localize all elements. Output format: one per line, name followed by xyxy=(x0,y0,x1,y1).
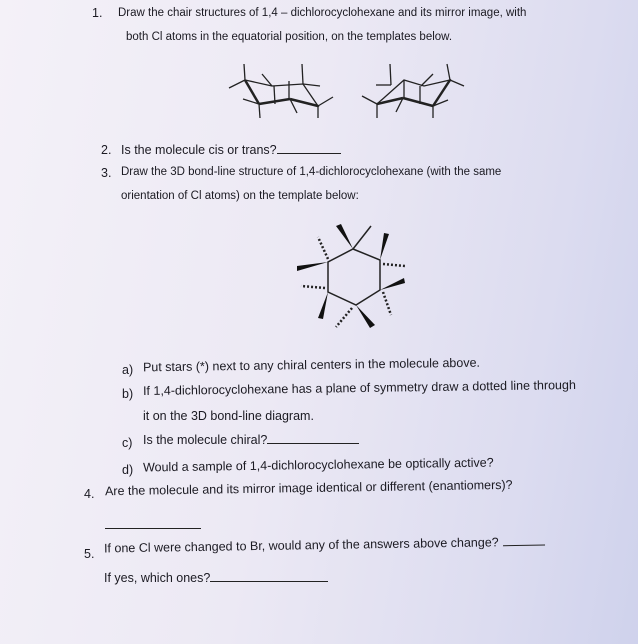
question-5-label: If one Cl were changed to Br, would any of the answers above change? xyxy=(103,535,499,556)
hexagon-template xyxy=(297,224,405,328)
question-5-number: 5. xyxy=(84,547,95,561)
question-2-text xyxy=(121,143,341,157)
question-c-label-text: Is the molecule chiral? xyxy=(143,433,268,447)
question-2-number: 2. xyxy=(101,143,112,157)
answer-blank-qc[interactable] xyxy=(267,442,359,444)
question-1-text: Draw the chair structures of 1,4 – dichlorocyclohexane and its mirror image, with xyxy=(118,7,527,19)
question-1-text-2: both Cl atoms in the equatorial position, on the templates below. xyxy=(126,31,453,43)
question-3-text: Draw the 3D bond-line structure of 1,4-dichlorocyclohexane (with the same xyxy=(121,166,502,178)
question-d-text: Would a sample of 1,4-dichlorocyclohexane be optically active? xyxy=(142,455,494,475)
question-c-text xyxy=(143,433,359,447)
question-5-text-2 xyxy=(104,571,328,585)
question-1-number: 1. xyxy=(92,6,103,20)
question-b-label: b) xyxy=(122,387,134,401)
question-3-number: 3. xyxy=(101,166,112,180)
question-b-text: If 1,4-dichlorocyclohexane has a plane of symmetry draw a dotted line through xyxy=(142,377,576,399)
answer-blank-q4[interactable] xyxy=(105,527,201,529)
question-3-text-2: orientation of Cl atoms) on the template below: xyxy=(121,190,359,202)
question-a-label: a) xyxy=(122,363,134,377)
chair-template-right xyxy=(362,64,464,118)
question-2-label: Is the molecule cis or trans? xyxy=(121,143,277,157)
chair-template-left xyxy=(229,64,333,118)
answer-blank-q5-which[interactable] xyxy=(210,580,328,582)
question-b-text-2: it on the 3D bond-line diagram. xyxy=(143,409,314,423)
question-c-label: c) xyxy=(122,436,133,450)
answer-blank-q2[interactable] xyxy=(277,152,341,154)
answer-blank-q5[interactable] xyxy=(503,544,545,547)
question-4-number: 4. xyxy=(84,487,95,501)
question-d-label: d) xyxy=(122,463,134,477)
question-5-followup: If yes, which ones? xyxy=(104,571,211,585)
question-4-text: Are the molecule and its mirror image identical or different (enantiomers)? xyxy=(104,477,513,499)
question-a-text: Put stars (*) next to any chiral centers in the molecule above. xyxy=(142,355,481,375)
